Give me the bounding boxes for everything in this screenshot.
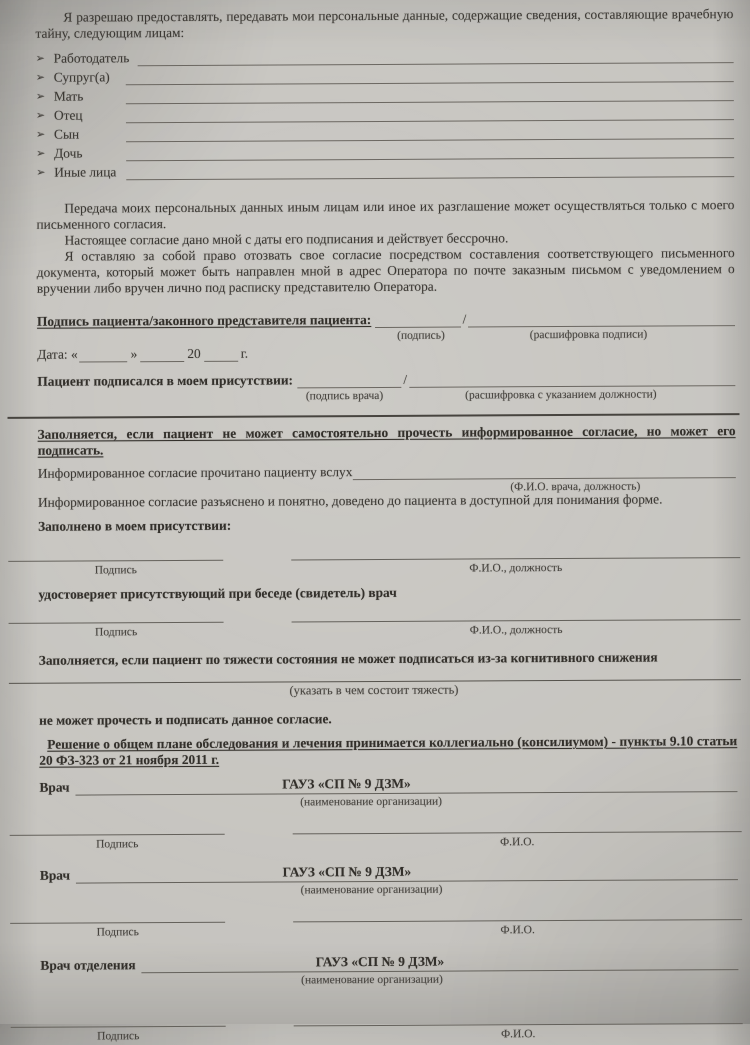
fio-label: Ф.И.О. xyxy=(500,924,535,937)
date-year-suffix: г. xyxy=(240,345,249,361)
date-line xyxy=(37,342,735,363)
recipient-label: Иные лица xyxy=(54,164,117,180)
fio-label: Ф.И.О., должность xyxy=(469,624,563,637)
slash-separator: / xyxy=(403,371,408,387)
filled-in-presence-label: Заполнено в моем присутствии: xyxy=(38,517,232,534)
signature-gap xyxy=(225,919,293,939)
date-year-blank xyxy=(204,347,238,362)
consent-paragraph: Передача моих персональных данных иным лицам или иное их разглашение может осуществляться только с моего письменного согласия. xyxy=(36,197,735,232)
recipient-blank-line xyxy=(126,143,734,161)
read-aloud-hints xyxy=(38,478,736,495)
signature-row xyxy=(11,1021,743,1045)
arrow-bullet-icon: ➢ xyxy=(35,90,46,103)
doctor-label: Врач отделения xyxy=(40,957,136,973)
fio-label: Ф.И.О. xyxy=(501,1028,536,1041)
org-name: ГАУЗ «СП № 9 ДЗМ» xyxy=(315,953,445,970)
signature-gap xyxy=(224,619,292,639)
cannot-sign-text: не может прочесть и подписать данное согласие. xyxy=(39,711,332,728)
decode-hint: (расшифровка подписи) xyxy=(529,328,648,342)
fio-column xyxy=(291,555,740,577)
consent-intro: Я разрешаю предоставлять, передавать мои персональные данные, содержащие сведения, составляющие врачебную тайну, следующим лицам: xyxy=(35,6,734,41)
cannot-read-heading: Заполняется, если пациент не может самостоятельно прочесть информированное согласие, но может его подписать. xyxy=(37,423,736,458)
sign-label: Подпись xyxy=(97,1030,140,1043)
recipient-row xyxy=(36,48,734,67)
recipient-label: Сын xyxy=(53,126,80,142)
consent-terms xyxy=(36,197,734,297)
fio-column xyxy=(292,617,741,639)
severity-hints xyxy=(39,680,737,697)
arrow-bullet-icon: ➢ xyxy=(35,52,45,65)
recipient-label: Отец xyxy=(53,107,83,123)
org-name: ГАУЗ «СП № 9 ДЗМ» xyxy=(282,863,412,880)
decode-blank-line xyxy=(468,311,735,327)
org-hint-row xyxy=(40,880,738,897)
arrow-bullet-icon: ➢ xyxy=(35,109,46,122)
doctor-label: Врач xyxy=(39,779,70,795)
recipient-blank-line xyxy=(137,48,733,66)
fio-column xyxy=(293,829,742,851)
doctor-label: Врач xyxy=(39,867,71,883)
decision-heading: Решение о общем плане обследования и лечения принимается коллегиально (консилиумом) - пункты 9.10 статьи 20 ФЗ-323 от 21 ноября 2011 г. xyxy=(39,733,738,768)
severity-heading: Заполняется, если пациент по тяжести состояния не может подписаться из-за когнитивного снижения xyxy=(38,649,658,668)
arrow-bullet-icon: ➢ xyxy=(36,147,46,160)
doctor-signature-hint: (подпись врача) xyxy=(305,389,384,403)
fio-label: Ф.И.О. xyxy=(500,836,535,849)
explained-text: Информированное согласие разъяснено и понятно, доведено до пациента в доступной для понимания форме. xyxy=(37,491,663,510)
consent-paragraph: Я оставляю за собой право отозвать свое согласие посредством составления соответствующего письменного документа, который может быть направлен мной в адрес Оператора по почте заказным письмом с уведомлением о вручении либо вручен лично под расписку представителю Оператора. xyxy=(36,245,735,296)
arrow-bullet-icon: ➢ xyxy=(36,166,46,179)
signature-row xyxy=(10,917,742,941)
recipient-label: Дочь xyxy=(54,145,83,161)
sign-column xyxy=(9,620,224,641)
signature-blank-line xyxy=(297,373,401,389)
recipient-row xyxy=(36,162,734,181)
signature-row xyxy=(9,617,741,641)
fio-label: Ф.И.О., должность xyxy=(469,562,563,575)
recipient-label: Мать xyxy=(53,88,84,104)
sign-label: Подпись xyxy=(94,626,138,639)
sign-label: Подпись xyxy=(94,564,137,577)
arrow-bullet-icon: ➢ xyxy=(35,128,46,141)
presence-signature-hints xyxy=(37,386,735,403)
signature-row xyxy=(8,555,740,579)
sign-column xyxy=(11,1024,226,1045)
severity-hint: (указать в чем состоит тяжесть) xyxy=(289,682,459,698)
fio-column xyxy=(293,917,742,939)
org-hint-row xyxy=(39,792,737,809)
recipient-row xyxy=(36,105,734,124)
sign-column xyxy=(10,832,225,853)
signature-blank-line xyxy=(375,313,460,328)
recipient-blank-line xyxy=(126,67,734,85)
recipient-row xyxy=(36,143,734,162)
date-century: 20 xyxy=(187,345,201,361)
date-label: Дата: « xyxy=(37,346,78,362)
recipient-label: Работодатель xyxy=(53,50,130,66)
recipient-blank-line xyxy=(126,162,734,180)
presence-signature-label: Пациент подписался в моем присутствии: xyxy=(37,372,294,389)
signature-hint: (подпись) xyxy=(397,329,445,342)
patient-signature-hints xyxy=(37,326,735,343)
witness-doctor-text: удостоверяет присутствующий при беседе (свидетель) врач xyxy=(38,584,397,602)
fio-column xyxy=(294,1021,743,1043)
decode-position-hint: (расшифровка с указанием должности) xyxy=(465,388,657,402)
sign-label: Подпись xyxy=(96,838,139,851)
signature-gap xyxy=(226,1023,294,1043)
date-close-quote: » xyxy=(130,346,138,362)
recipients-list xyxy=(36,48,735,181)
org-hint: (наименование организации) xyxy=(300,795,442,809)
recipient-blank-line xyxy=(126,124,734,142)
recipient-row xyxy=(36,124,734,143)
sign-column xyxy=(10,920,225,941)
sign-label: Подпись xyxy=(96,926,139,939)
org-hint: (наименование организации) xyxy=(301,973,443,987)
org-hint: (наименование организации) xyxy=(300,883,443,897)
signature-gap xyxy=(223,557,291,577)
patient-signature-label: Подпись пациента/законного представителя пациента: xyxy=(36,312,372,329)
recipient-label: Супруг(а) xyxy=(53,69,110,85)
recipient-row xyxy=(36,67,734,86)
org-name: ГАУЗ «СП № 9 ДЗМ» xyxy=(282,775,411,792)
arrow-bullet-icon: ➢ xyxy=(35,71,45,84)
slash-separator: / xyxy=(462,311,467,327)
recipient-blank-line xyxy=(126,105,734,123)
date-day-blank xyxy=(80,347,128,362)
consent-paragraph: Настоящее согласие дано мной с даты его подписания и действует бессрочно. xyxy=(64,230,509,248)
signature-row xyxy=(10,829,742,853)
recipient-row xyxy=(36,86,734,105)
date-month-blank xyxy=(140,347,184,362)
signature-gap xyxy=(225,831,293,851)
sign-column xyxy=(8,558,223,579)
recipient-blank-line xyxy=(126,86,734,104)
org-hint-row xyxy=(40,970,738,987)
read-aloud-hint: (Ф.И.О. врача, должность) xyxy=(510,480,641,494)
decode-blank-line xyxy=(409,371,735,388)
section-divider xyxy=(7,413,739,419)
read-aloud-label: Информированное согласие прочитано пациенту вслух xyxy=(37,464,353,481)
